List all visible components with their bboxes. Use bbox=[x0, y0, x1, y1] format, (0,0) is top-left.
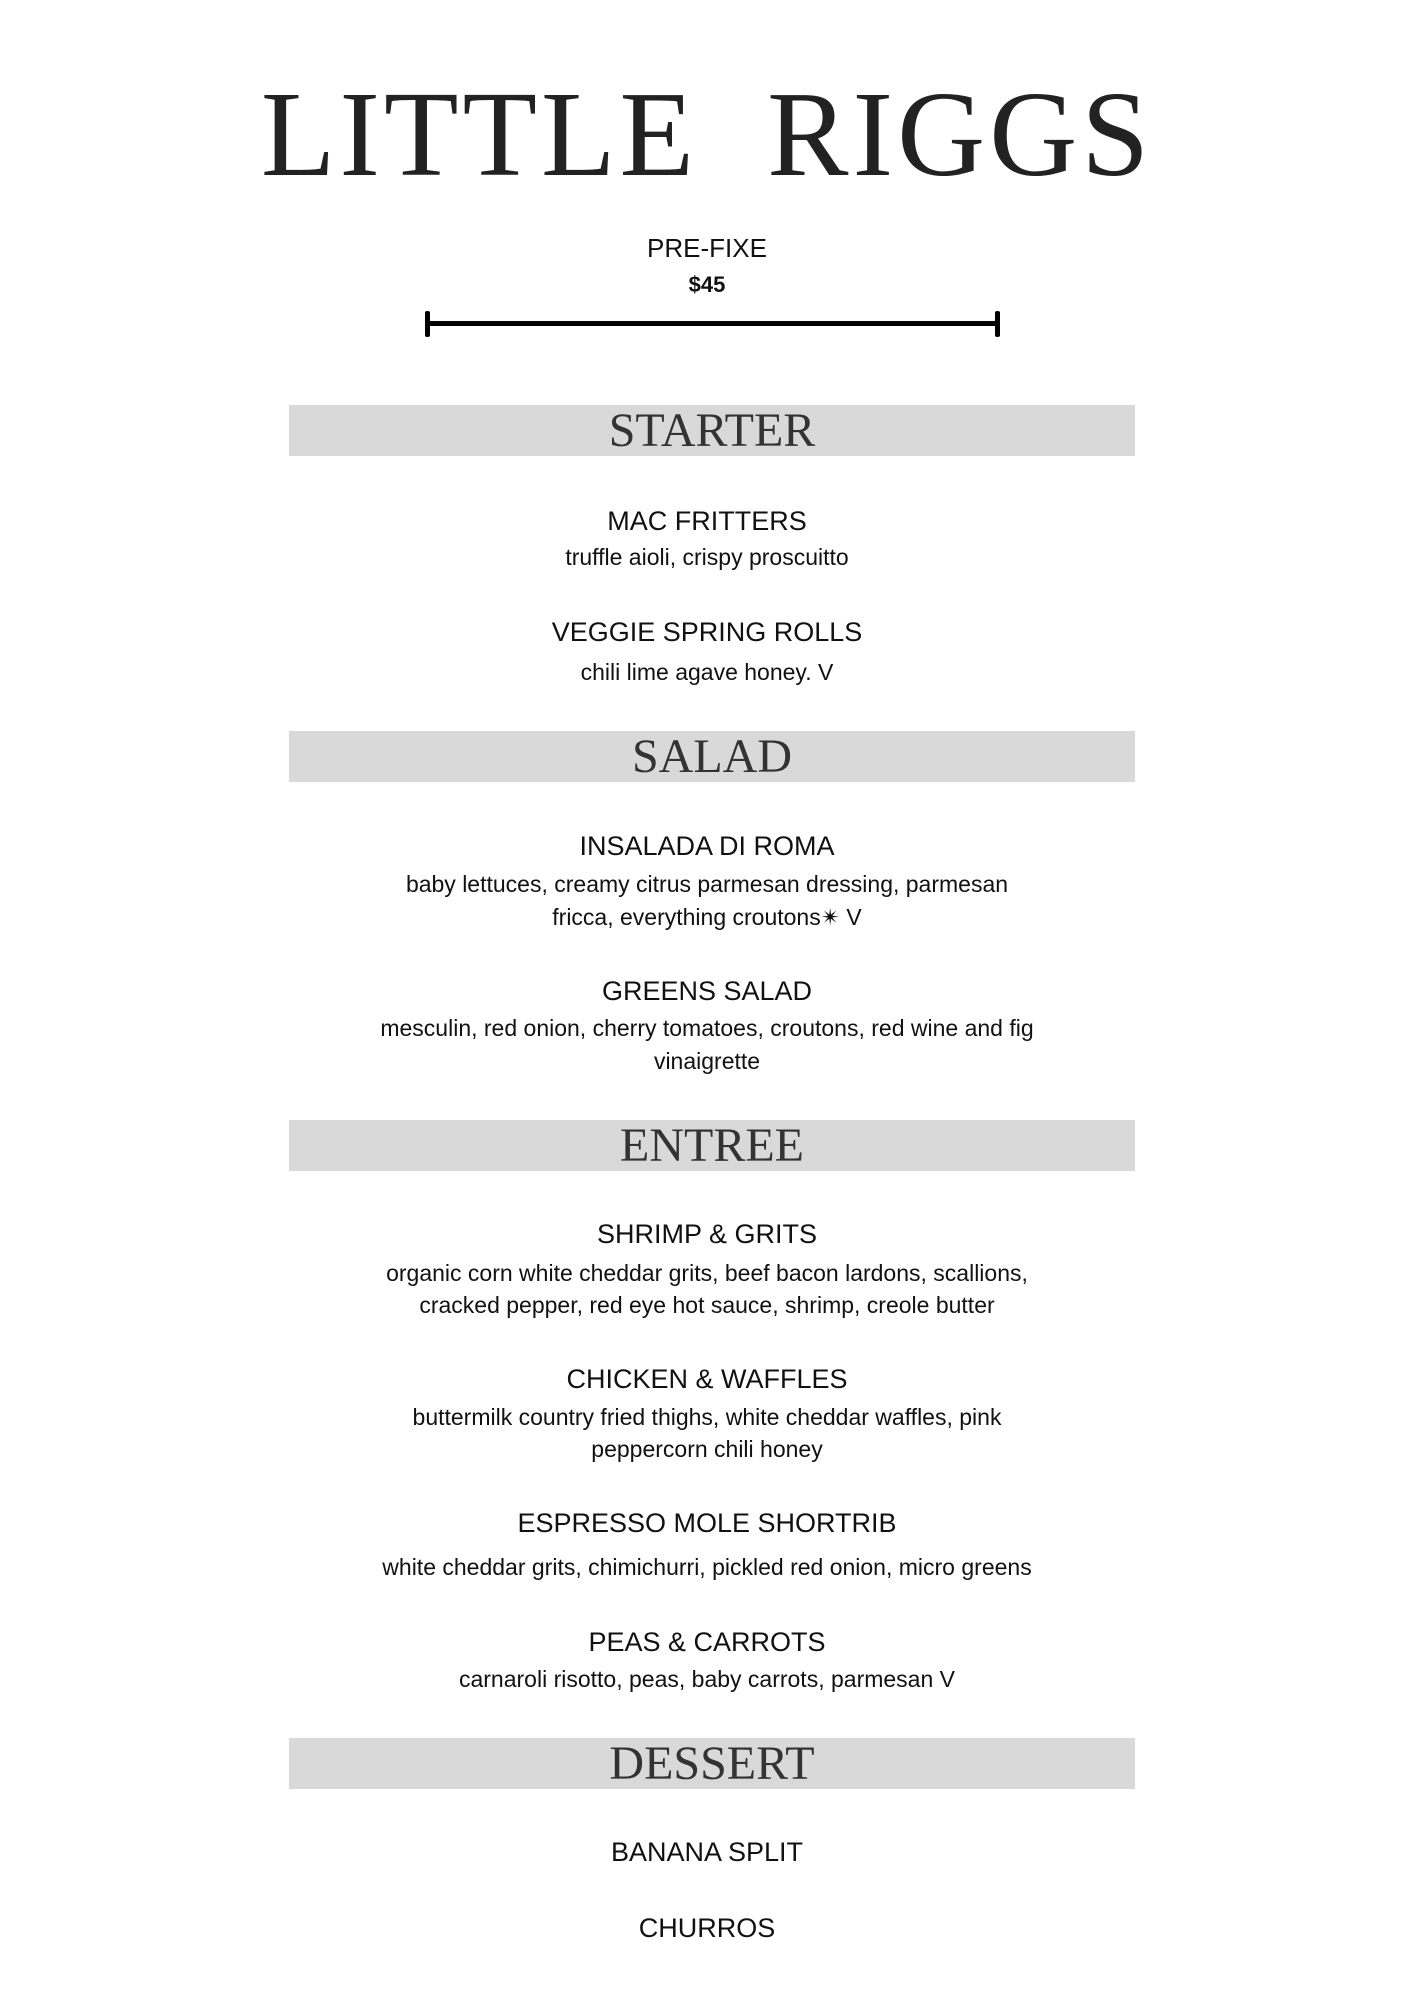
menu-item-description: white cheddar grits, chimichurri, pickled red onion, micro greens bbox=[382, 1554, 1032, 1580]
divider-rule bbox=[428, 321, 998, 326]
menu-item-description: carnaroli risotto, peas, baby carrots, parmesan V bbox=[458, 1666, 955, 1692]
menu-item-description: peppercorn chili honey bbox=[591, 1436, 823, 1462]
menu-item-name: SHRIMP & GRITS bbox=[596, 1219, 818, 1249]
menu-item-name: MAC FRITTERS bbox=[607, 506, 807, 536]
menu-item-name: BANANA SPLIT bbox=[610, 1837, 804, 1867]
menu-item-name: PEAS & CARROTS bbox=[588, 1627, 826, 1657]
menu-item-description: fricca, everything croutons✴ V bbox=[552, 904, 862, 930]
section-header-salad: SALAD bbox=[289, 731, 1135, 782]
divider-cap-right bbox=[995, 311, 1000, 337]
menu-item-description: baby lettuces, creamy citrus parmesan dressing, parmesan bbox=[405, 871, 1009, 897]
section-header-starter: STARTER bbox=[289, 405, 1135, 456]
menu-item-name: INSALADA DI ROMA bbox=[579, 831, 835, 861]
menu-price: $45 bbox=[688, 272, 726, 297]
menu-item-description: truffle aioli, crispy proscuitto bbox=[565, 544, 849, 570]
menu-type: PRE-FIXE bbox=[647, 233, 767, 263]
restaurant-title: LITTLE RIGGS bbox=[260, 67, 1154, 202]
menu-item-description: organic corn white cheddar grits, beef bacon lardons, scallions, bbox=[386, 1260, 1028, 1286]
menu-item-description: mesculin, red onion, cherry tomatoes, croutons, red wine and fig bbox=[380, 1015, 1034, 1041]
menu-item-name: VEGGIE SPRING ROLLS bbox=[551, 617, 863, 647]
menu-item-description: cracked pepper, red eye hot sauce, shrimp, creole butter bbox=[419, 1292, 995, 1318]
menu-item-name: CHURROS bbox=[638, 1913, 776, 1943]
menu-item-description: chili lime agave honey. V bbox=[580, 659, 834, 685]
menu-item-name: ESPRESSO MOLE SHORTRIB bbox=[517, 1508, 897, 1538]
menu-item-description: vinaigrette bbox=[653, 1048, 761, 1074]
menu-item-name: GREENS SALAD bbox=[601, 976, 813, 1006]
divider-cap-left bbox=[425, 311, 430, 337]
menu-item-description: buttermilk country fried thighs, white cheddar waffles, pink bbox=[412, 1404, 1002, 1430]
section-header-entree: ENTREE bbox=[289, 1120, 1135, 1171]
menu-item-name: CHICKEN & WAFFLES bbox=[566, 1364, 848, 1394]
section-header-dessert: DESSERT bbox=[289, 1738, 1135, 1789]
